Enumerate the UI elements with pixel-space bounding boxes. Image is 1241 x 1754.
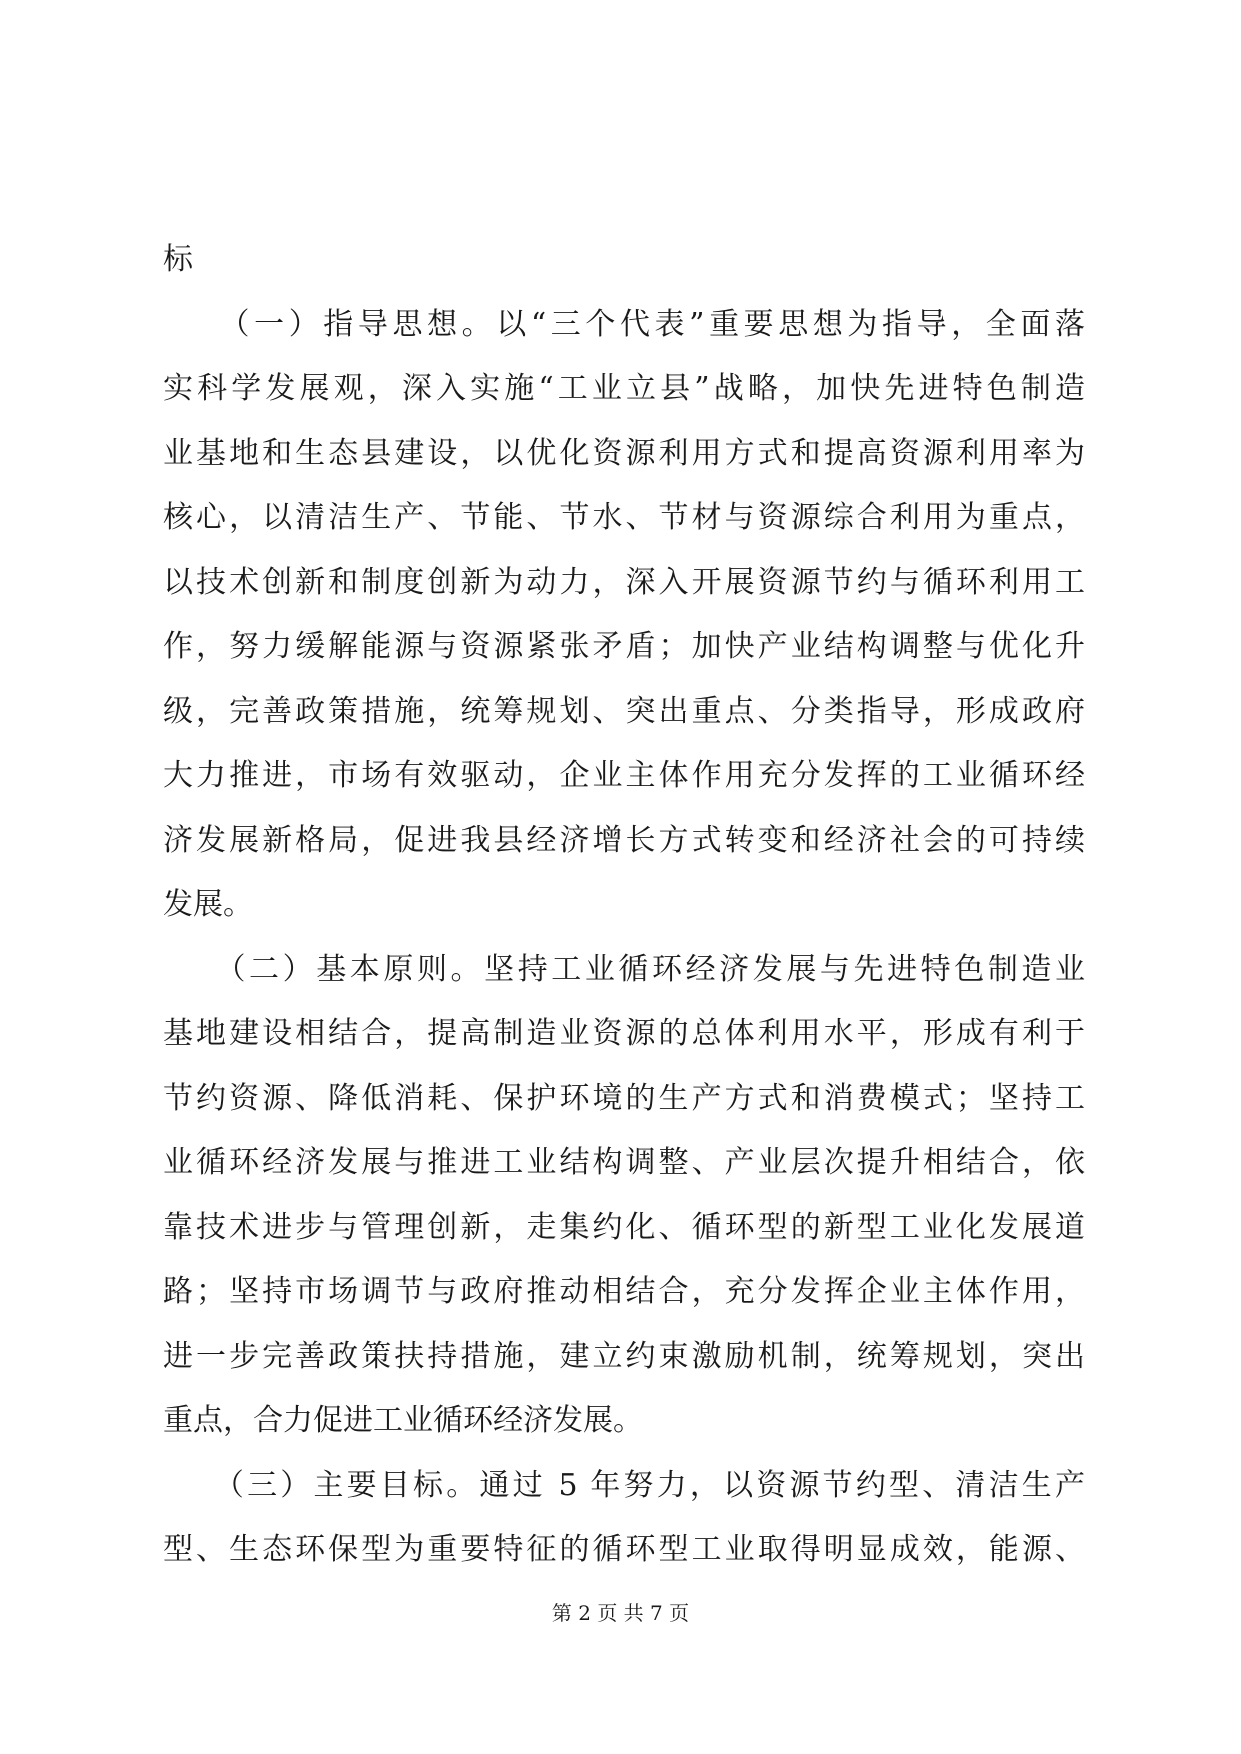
text-line: 靠技术进步与管理创新，走集约化、循环型的新型工业化发展道 (163, 1209, 1085, 1245)
text-line: 级，完善政策措施，统筹规划、突出重点、分类指导，形成政府 (163, 693, 1085, 729)
text-line: （一）指导思想。以“三个代表”重要思想为指导，全面落 (163, 306, 1085, 342)
text-line: 作，努力缓解能源与资源紧张矛盾；加快产业结构调整与优化升 (163, 629, 1085, 664)
text-line: 发展。 (163, 887, 253, 922)
text-line: 节约资源、降低消耗、保护环境的生产方式和消费模式；坚持工 (163, 1080, 1085, 1116)
text-line: 基地建设相结合，提高制造业资源的总体利用水平，形成有利于 (163, 1016, 1085, 1051)
text-line: 核心，以清洁生产、节能、节水、节材与资源综合利用为重点， (163, 500, 1085, 535)
text-line: 以技术创新和制度创新为动力，深入开展资源节约与循环利用工 (163, 564, 1085, 600)
text-line: 业基地和生态县建设，以优化资源利用方式和提高资源利用率为 (163, 435, 1085, 471)
text-line: 大力推进，市场有效驱动，企业主体作用充分发挥的工业循环经 (163, 758, 1085, 793)
body-text (163, 228, 1085, 1583)
text-line: 标 (163, 242, 193, 277)
text-line: （二）基本原则。坚持工业循环经济发展与先进特色制造业 (163, 951, 1085, 987)
text-line: （三）主要目标。通过 5 年努力，以资源节约型、清洁生产 (163, 1467, 1085, 1503)
text-line: 路；坚持市场调节与政府推动相结合，充分发挥企业主体作用， (163, 1274, 1085, 1309)
text-line: 重点，合力促进工业循环经济发展。 (163, 1403, 643, 1438)
text-line: 业循环经济发展与推进工业结构调整、产业层次提升相结合，依 (163, 1145, 1085, 1180)
text-line: 实科学发展观，深入实施“工业立县”战略，加快先进特色制造 (163, 371, 1085, 406)
page-footer: 第 2 页 共 7 页 (551, 1601, 690, 1625)
text-line: 进一步完善政策扶持措施，建立约束激励机制，统筹规划，突出 (163, 1338, 1085, 1374)
text-line: 型、生态环保型为重要特征的循环型工业取得明显成效，能源、 (163, 1532, 1085, 1567)
text-line: 济发展新格局，促进我县经济增长方式转变和经济社会的可持续 (163, 822, 1085, 858)
